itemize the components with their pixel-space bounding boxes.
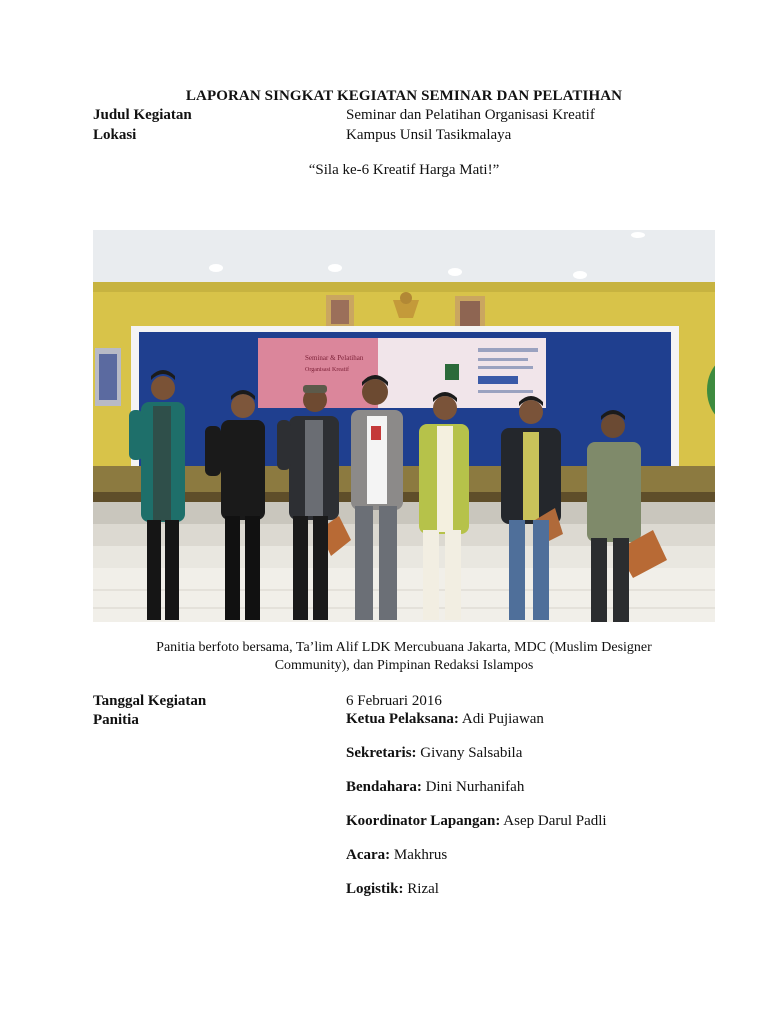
- tanggal-kegiatan-value: 6 Februari 2016: [346, 693, 442, 709]
- committee-koordinator-lapangan: [346, 813, 607, 830]
- lokasi-label: Lokasi: [93, 127, 137, 143]
- group-photo-image: [93, 230, 715, 622]
- banner-sub-text: Organisasi Kreatif: [305, 367, 350, 373]
- committee-name: Givany Salsabila: [420, 745, 523, 761]
- caption-line-2: Community), dan Pimpinan Redaksi Islampos: [274, 658, 534, 673]
- report-title: LAPORAN SINGKAT KEGIATAN SEMINAR DAN PELATIHAN: [185, 88, 623, 104]
- lokasi-value: Kampus Unsil Tasikmalaya: [346, 127, 512, 143]
- committee-name: Asep Darul Padli: [503, 813, 607, 829]
- committee-logistik: [346, 881, 439, 898]
- committee-role: Koordinator Lapangan:: [346, 813, 501, 829]
- panitia-label: Panitia: [93, 712, 139, 728]
- caption-line-1: Panitia berfoto bersama, Ta’lim Alif LDK Mercubuana Jakarta, MDC (Muslim Designer: [156, 640, 652, 655]
- tanggal-kegiatan-label: Tanggal Kegiatan: [93, 693, 207, 709]
- event-slogan: “Sila ke-6 Kreatif Harga Mati!”: [308, 162, 500, 178]
- judul-kegiatan-value: Seminar dan Pelatihan Organisasi Kreatif: [346, 107, 595, 123]
- committee-name: Dini Nurhanifah: [425, 779, 525, 795]
- committee-bendahara: [346, 779, 524, 796]
- committee-role: Ketua Pelaksana:: [346, 711, 459, 727]
- banner-heading-text: Seminar & Pelatihan: [305, 354, 364, 362]
- committee-role: Sekretaris:: [346, 745, 417, 761]
- group-photo: [93, 230, 715, 622]
- committee-name: Adi Pujiawan: [461, 711, 544, 727]
- committee-sekretaris: [346, 745, 522, 762]
- committee-ketua: [346, 711, 544, 728]
- committee-role: Logistik:: [346, 881, 404, 897]
- committee-name: Rizal: [407, 881, 439, 897]
- photo-caption: [93, 639, 715, 675]
- committee-role: Bendahara:: [346, 779, 422, 795]
- judul-kegiatan-label: Judul Kegiatan: [93, 107, 192, 123]
- committee-role: Acara:: [346, 847, 391, 863]
- committee-acara: [346, 847, 447, 864]
- committee-name: Makhrus: [393, 847, 448, 863]
